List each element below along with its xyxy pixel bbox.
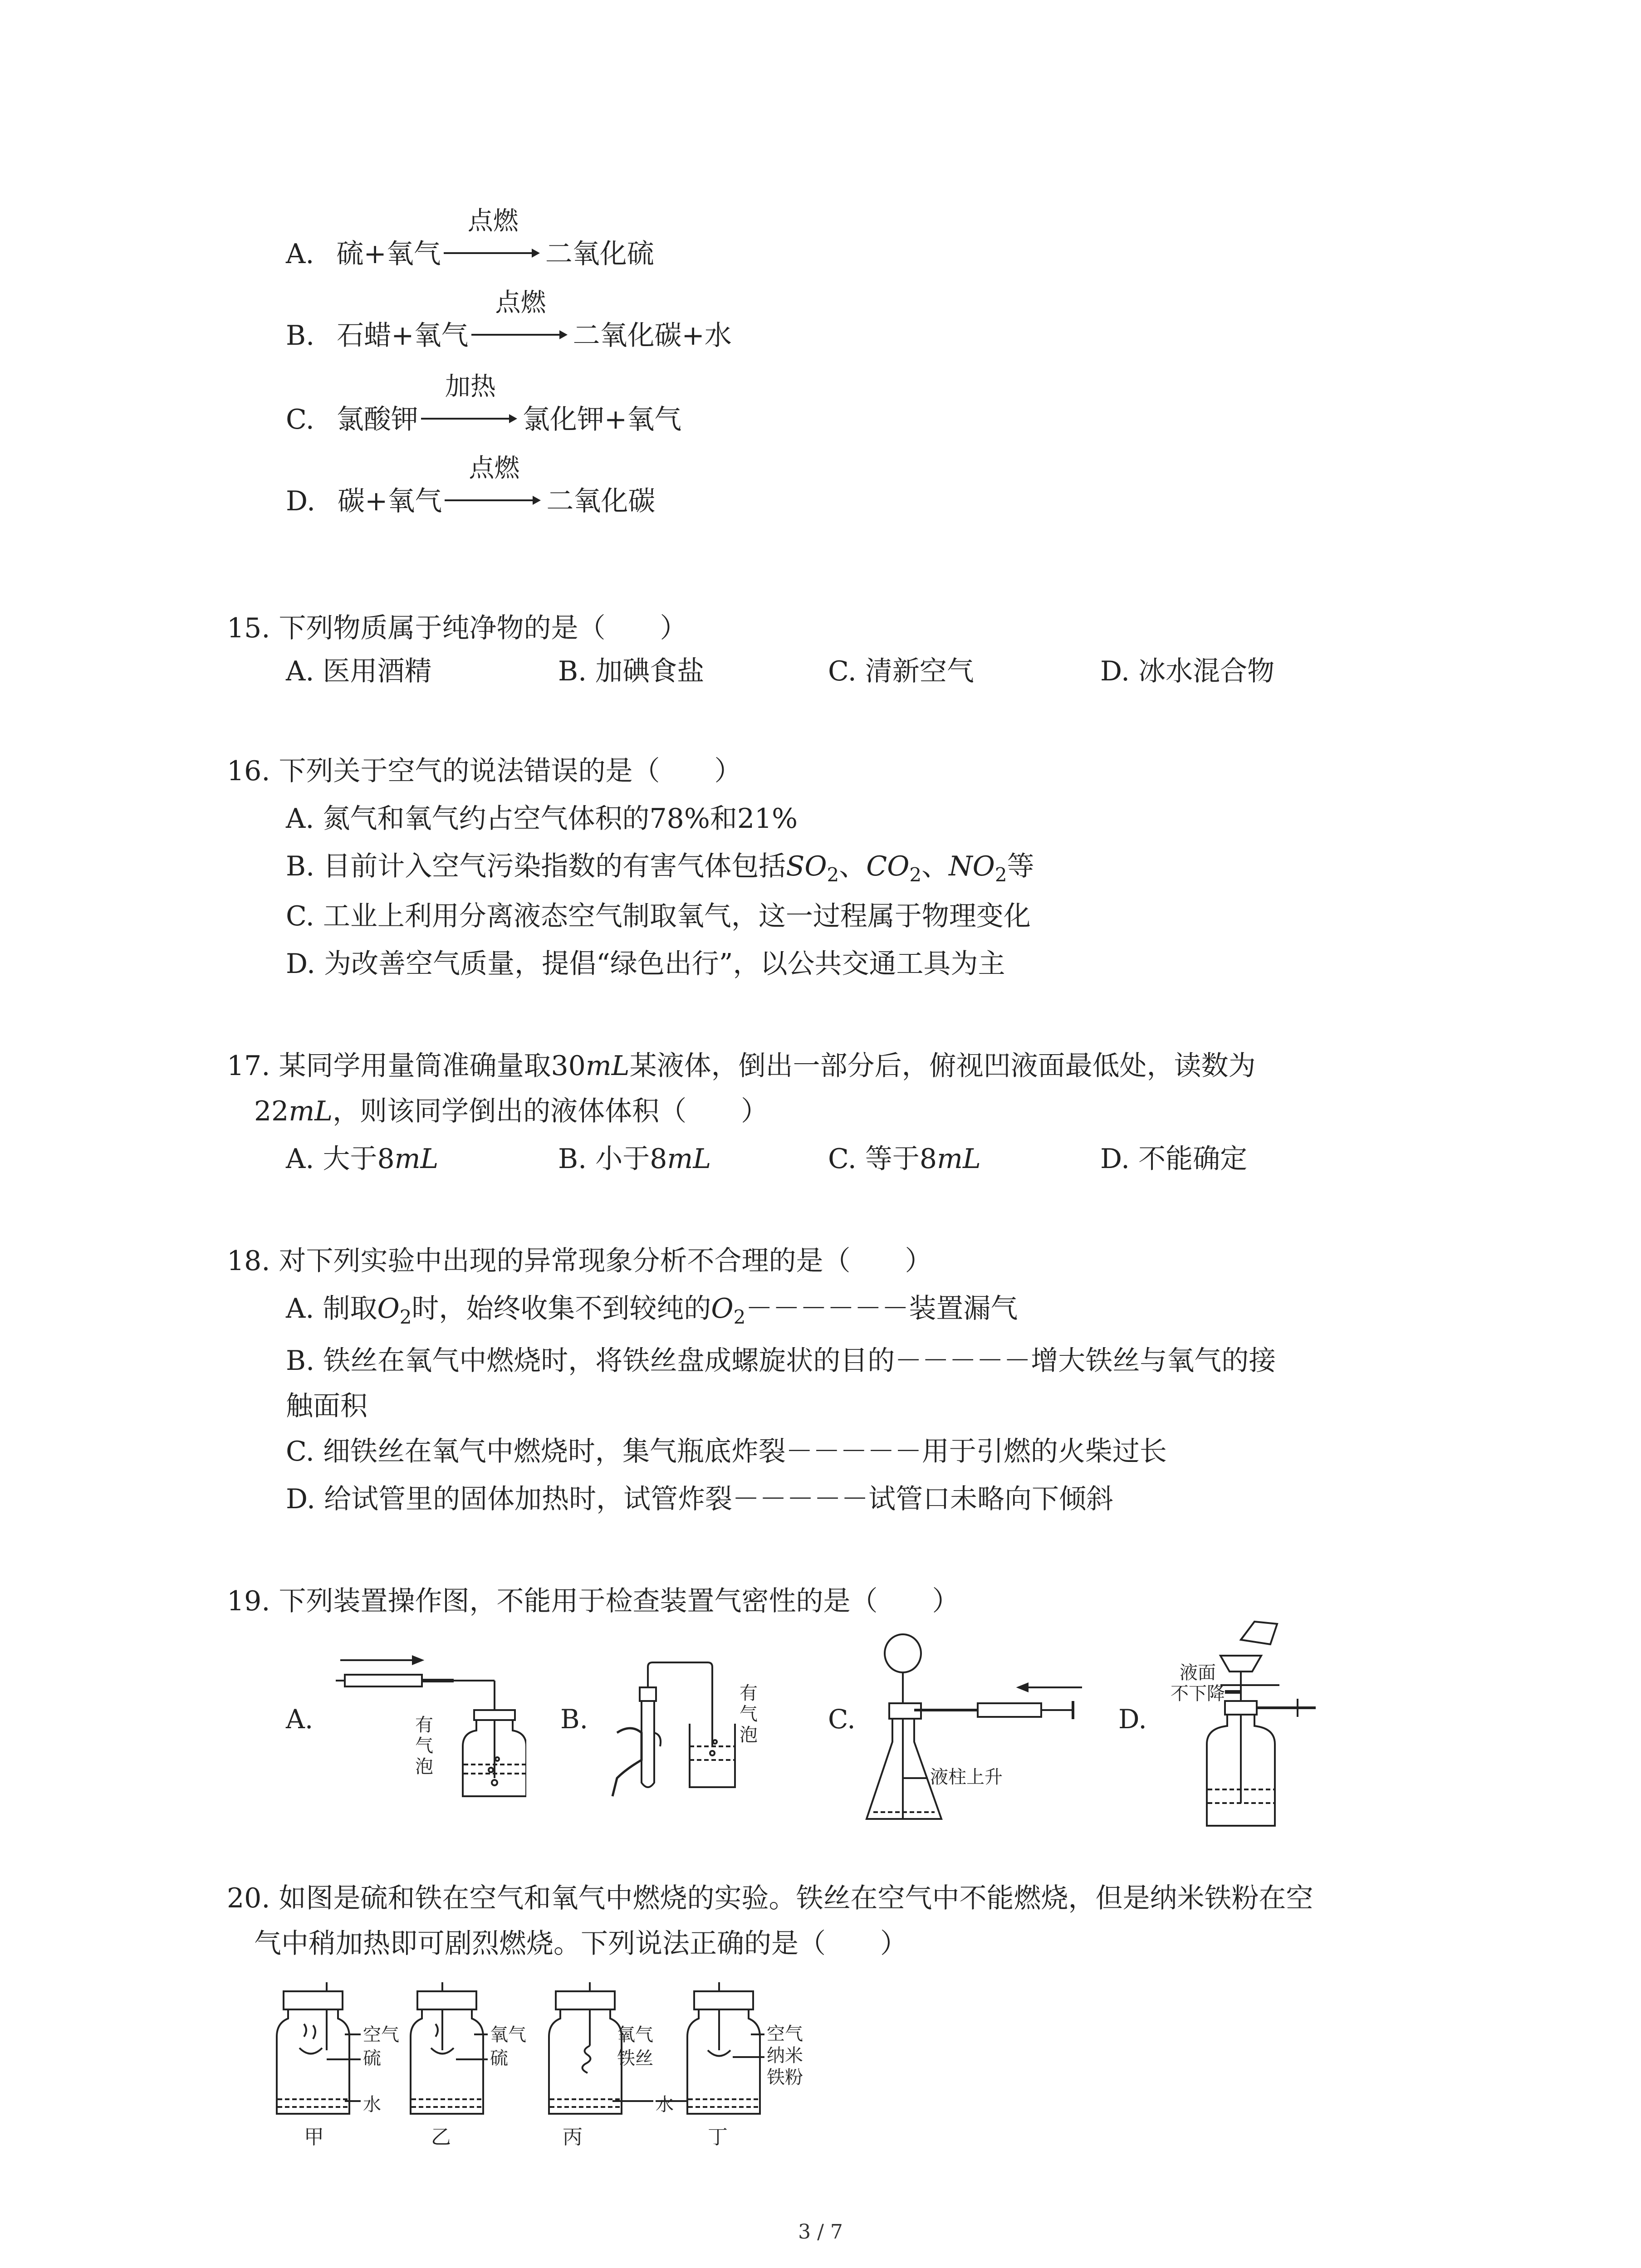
q18-option-c: C. 细铁丝在氧气中燃烧时，集气瓶底炸裂－－－－－用于引燃的火柴过长 [286,1436,1167,1467]
q19-c-caption: 液柱上升 [930,1767,1003,1788]
reaction-condition: 点燃 [469,454,520,483]
q20-stem-line2: 气中稍加热即可剧烈燃烧。下列说法正确的是（ ） [254,1928,907,1960]
option-letter: A. [286,238,314,270]
q19-b-caption: 有 气 泡 [740,1683,758,1745]
reaction-condition: 点燃 [495,288,546,318]
option-letter: C. [286,404,314,435]
q16-option-c: C. 工业上利用分离液态空气制取氧气，这一过程属于物理变化 [286,900,1031,932]
q19-label-d: D. [1118,1704,1147,1735]
reaction-condition: 点燃 [467,206,519,236]
q19-label-c: C. [828,1704,856,1735]
jar-jia [277,1982,361,2114]
q15-options [286,653,1511,689]
reactants: 氯酸钾 [336,404,418,435]
jia-labels: 空气 硫 [363,2024,399,2069]
q18-option-a: A. 制取$O_2$时，始终收集不到较纯的$O_2------$装置漏气 [286,1293,1018,1328]
q19-label-a: A. [286,1704,314,1735]
q17-stem-line1: 17. 某同学用量筒准确量取30mL某液体，倒出一部分后，俯视凹液面最低处，读数为 [227,1050,1256,1082]
products: 二氧化硫 [545,238,654,270]
q17-options [286,1141,1511,1177]
q18-option-d: D. 给试管里的固体加热时，试管炸裂－－－－－试管口未略向下倾斜 [286,1483,1114,1515]
q17-option-a: A. 大于8mL [286,1143,439,1175]
products: 二氧化碳 [546,485,656,517]
products: 氯化钾+氧气 [522,404,682,435]
q19-figure-b [603,1656,785,1801]
jar-name-yi: 乙 [431,2126,451,2149]
jar-name-ding: 丁 [708,2126,728,2149]
q17-option-c: C. 等于8mL [828,1143,981,1175]
jar-name-bing: 丙 [563,2126,583,2149]
bing-water-label: 水 [656,2094,674,2115]
page-number: 3 / 7 [798,2220,843,2244]
option-letter: D. [286,485,316,517]
q17-option-b: B. 小于8mL [558,1143,711,1175]
reaction-arrow [444,206,543,272]
reaction-condition: 加热 [445,372,496,401]
q20-stem-line1: 20. 如图是硫和铁在空气和氧气中燃烧的实验。铁丝在空气中不能燃烧，但是纳米铁粉在空 [227,1882,1313,1914]
q18-stem: 18. 对下列实验中出现的异常现象分析不合理的是（ ） [227,1245,932,1277]
q15-option-d: D. 冰水混合物 [1100,655,1275,687]
q15-option-b: B. 加碘食盐 [558,655,705,687]
q15-option-c: C. 清新空气 [828,655,974,687]
q19-label-b: B. [560,1704,588,1735]
jar-name-jia: 甲 [304,2126,324,2149]
q19-a-caption: 有 气 泡 [415,1715,433,1777]
q18-option-b-line1: B. 铁丝在氧气中燃烧时，将铁丝盘成螺旋状的目的－－－－－增大铁丝与氧气的接 [286,1345,1276,1377]
jia-water-label: 水 [363,2094,381,2115]
q15-stem: 15. 下列物质属于纯净物的是（ ） [227,612,687,644]
q16-option-d: D. 为改善空气质量，提倡“绿色出行”，以公共交通工具为主 [286,948,1005,980]
q20-jars-figure [272,1982,862,2149]
q14-option-b [286,288,732,354]
q19-stem: 19. 下列装置操作图，不能用于检查装置气密性的是（ ） [227,1585,960,1617]
reactants: 石蜡+氧气 [337,320,469,352]
bing-labels: 氧气 铁丝 [617,2024,653,2069]
ding-labels: 空气 纳米 铁粉 [767,2024,803,2088]
q19-figure-a [336,1651,526,1801]
q19-figure-d [1152,1613,1343,1830]
reactants: 硫+氧气 [336,238,441,270]
q14-option-d [286,454,656,519]
reaction-arrow [471,288,570,354]
jar-yi [411,1982,488,2114]
q15-option-a: A. 医用酒精 [286,655,432,687]
q17-stem-line2: 22mL，则该同学倒出的液体体积（ ） [254,1095,769,1127]
q16-option-a: A. 氮气和氧气约占空气体积的78%和21% [286,803,798,835]
q14-option-c [286,372,682,438]
yi-labels: 氧气 硫 [490,2024,526,2069]
reaction-arrow [445,454,544,519]
q18-option-b-line2: 触面积 [286,1390,367,1422]
q16-option-b: B. 目前计入空气污染指数的有害气体包括$SO_2$、$CO_2$、$NO_2$等 [286,850,1034,886]
q19-figure-c [864,1628,1109,1828]
q19-d-caption: 液面 不下降 [1171,1662,1225,1704]
q14-option-a [286,206,654,272]
reactants: 碳+氧气 [338,485,442,517]
q16-stem: 16. 下列关于空气的说法错误的是（ ） [227,755,742,787]
option-letter: B. [286,320,315,352]
reaction-arrow [421,372,520,438]
products: 二氧化碳+水 [573,320,732,352]
q17-option-d: D. 不能确定 [1100,1143,1248,1175]
